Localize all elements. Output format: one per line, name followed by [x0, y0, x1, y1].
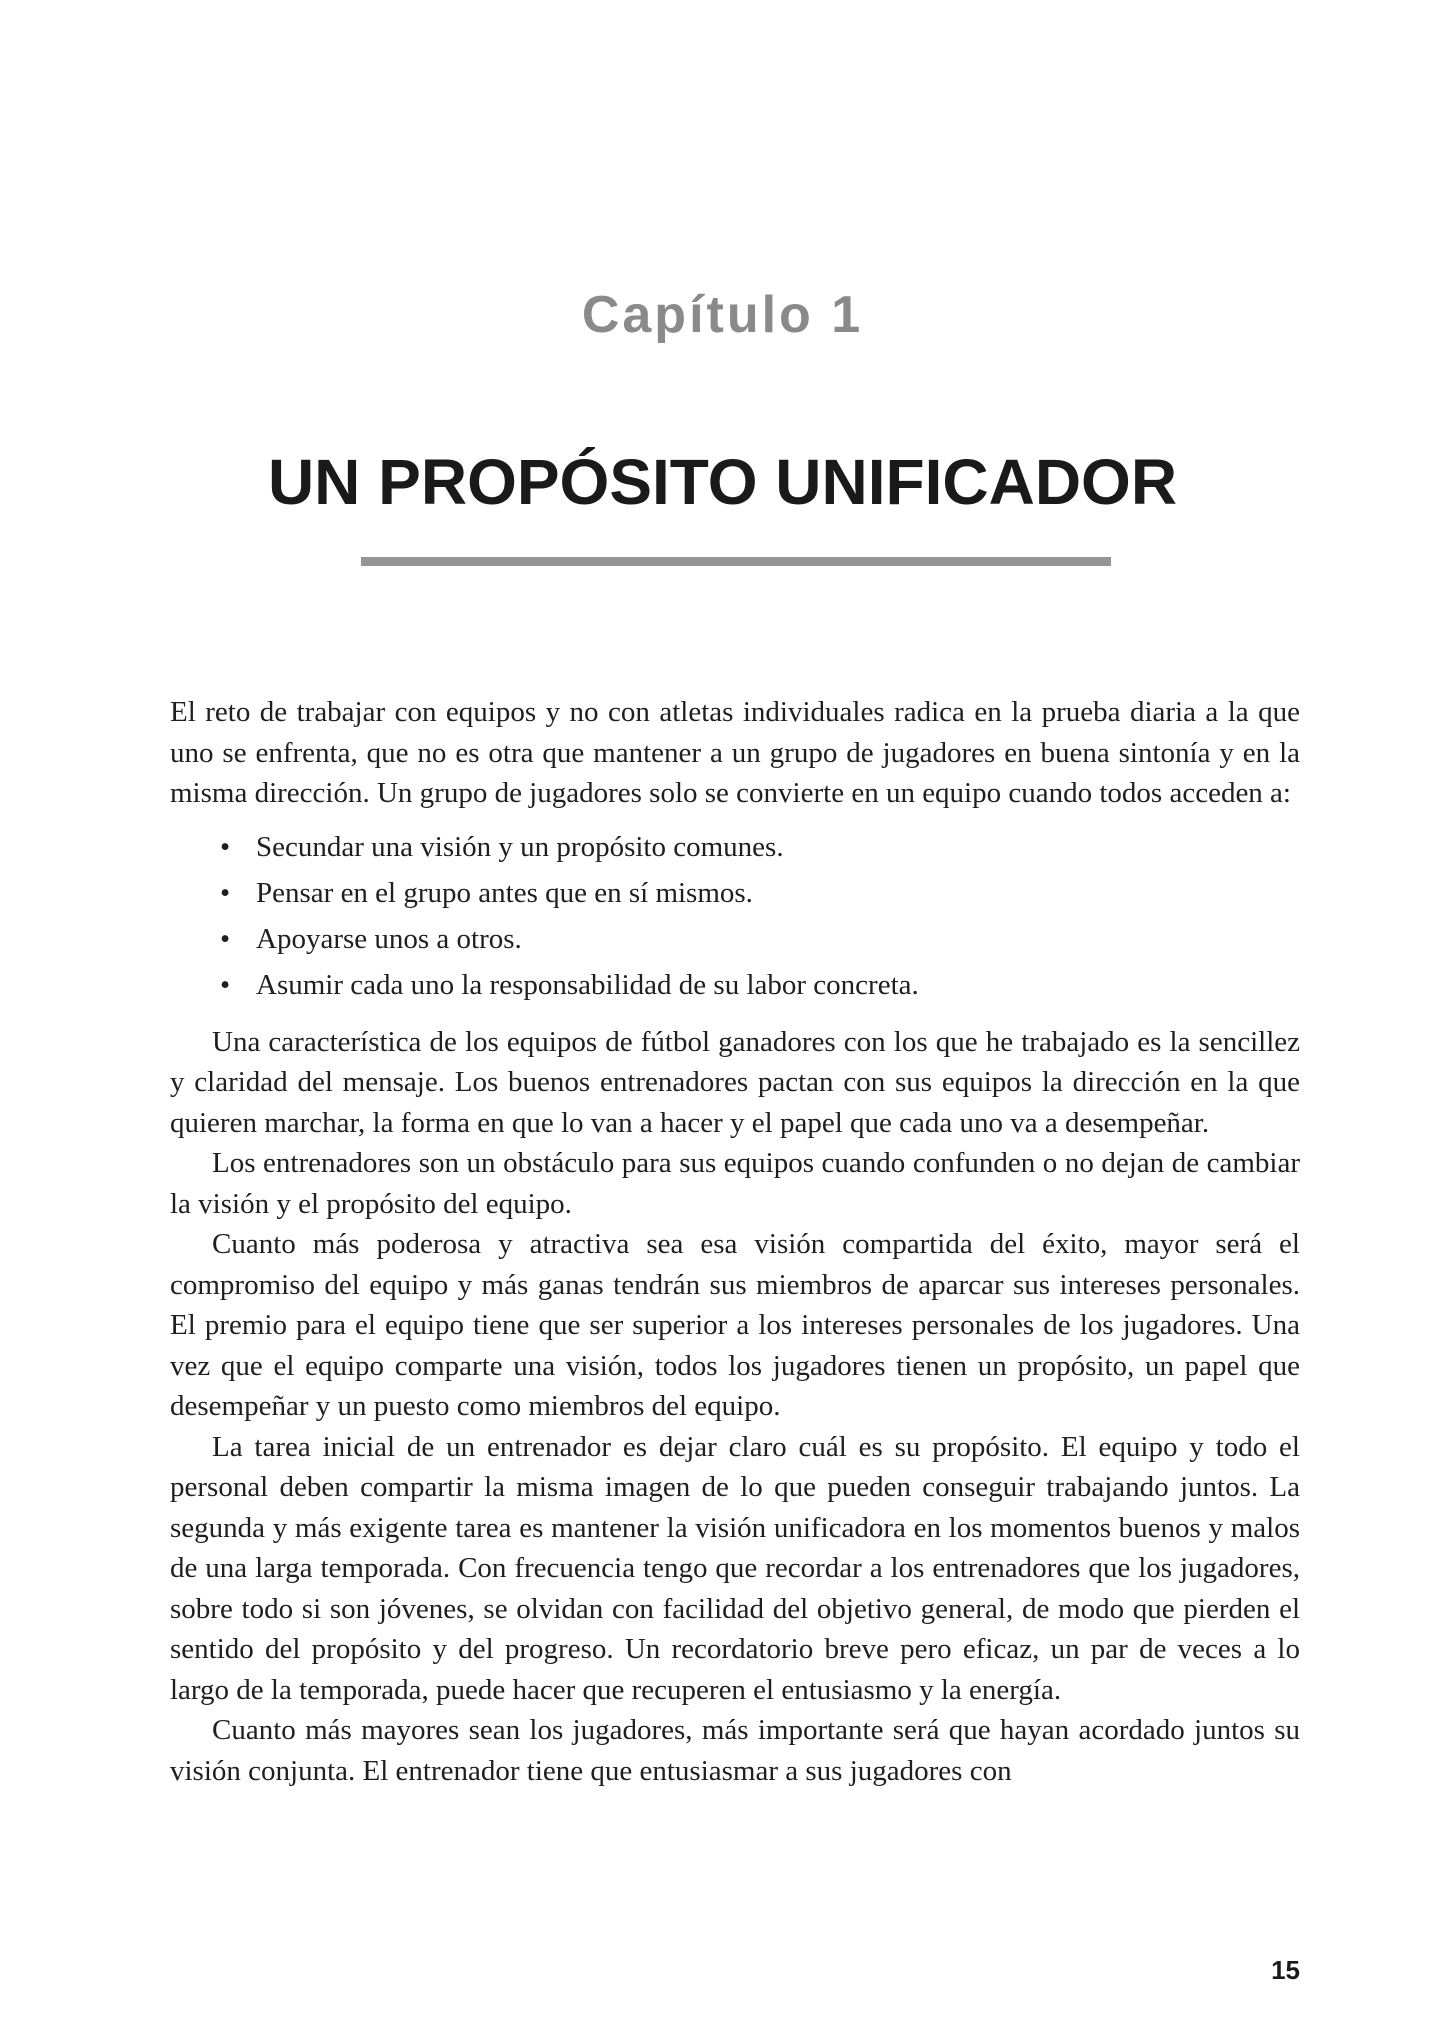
body-paragraph: Los entrenadores son un obstáculo para sus equipos cuando confunden o no dejan de cambiar la visión y el propósito del equipo. — [170, 1147, 1300, 1220]
chapter-title: UN PROPÓSITO UNIFICADOR — [267, 446, 1178, 518]
list-item-text: Apoyarse unos a otros. — [256, 922, 522, 955]
bullet-icon: • — [220, 830, 231, 863]
bullet-list — [170, 824, 1300, 1008]
intro-paragraph: El reto de trabajar con equipos y no con atletas individuales radica en la prueba diaria a la que uno se enfrenta, que no es otra que mantener a un grupo de jugadores en buena sintonía y en la misma dirección. Un grupo de jugadores solo se convierte en un equipo cuando todos acceden a: — [170, 696, 1300, 809]
list-item — [220, 916, 1300, 962]
body-paragraph: Cuanto más poderosa y atractiva sea esa visión compartida del éxito, mayor será el compromiso del equipo y más ganas tendrán sus miembros de aparcar sus intereses personales. El premio para el equipo tiene que ser superior a los intereses personales de los jugadores. Una vez que el equipo comparte una visión, todos los jugadores tienen un propósito, un papel que desempeñar y un puesto como miembros del equipo. — [170, 1228, 1300, 1422]
title-divider — [361, 557, 1111, 566]
list-item-text: Asumir cada uno la responsabilidad de su labor concreta. — [256, 968, 919, 1001]
body-text — [170, 692, 1300, 1791]
list-item — [220, 870, 1300, 916]
body-paragraph: La tarea inicial de un entrenador es dejar claro cuál es su propósito. El equipo y todo el personal deben compartir la misma imagen de lo que pueden conseguir trabajando juntos. La segunda y más exigente tarea es mantener la visión unificadora en los momentos buenos y malos de una larga temporada. Con frecuencia tengo que recordar a los entrenadores que los jugadores, sobre todo si son jóvenes, se olvidan con facilidad del objetivo general, de modo que pierden el sentido del propósito y del progreso. Un recordatorio breve pero eficaz, un par de veces a lo largo de la temporada, puede hacer que recuperen el entusiasmo y la energía. — [170, 1430, 1300, 1706]
body-paragraph: Una característica de los equipos de fútbol ganadores con los que he trabajado es la sencillez y claridad del mensaje. Los buenos entrenadores pactan con sus equipos la dirección en la que quieren marchar, la forma en que lo van a hacer y el papel que cada uno va a desempeñar. — [170, 1025, 1300, 1139]
bullet-icon: • — [220, 968, 231, 1001]
bullet-icon: • — [220, 876, 231, 909]
body-paragraph: Cuanto más mayores sean los jugadores, más importante será que hayan acordado juntos su visión conjunta. El entrenador tiene que entusiasmar a sus jugadores con — [170, 1714, 1300, 1787]
list-item — [220, 962, 1300, 1008]
bullet-icon: • — [220, 922, 231, 955]
page-number: 15 — [1271, 1955, 1300, 1985]
list-item-text: Pensar en el grupo antes que en sí mismos. — [256, 876, 753, 909]
list-item — [220, 824, 1300, 870]
list-item-text: Secundar una visión y un propósito comunes. — [256, 830, 784, 863]
chapter-label: Capítulo 1 — [581, 286, 864, 344]
